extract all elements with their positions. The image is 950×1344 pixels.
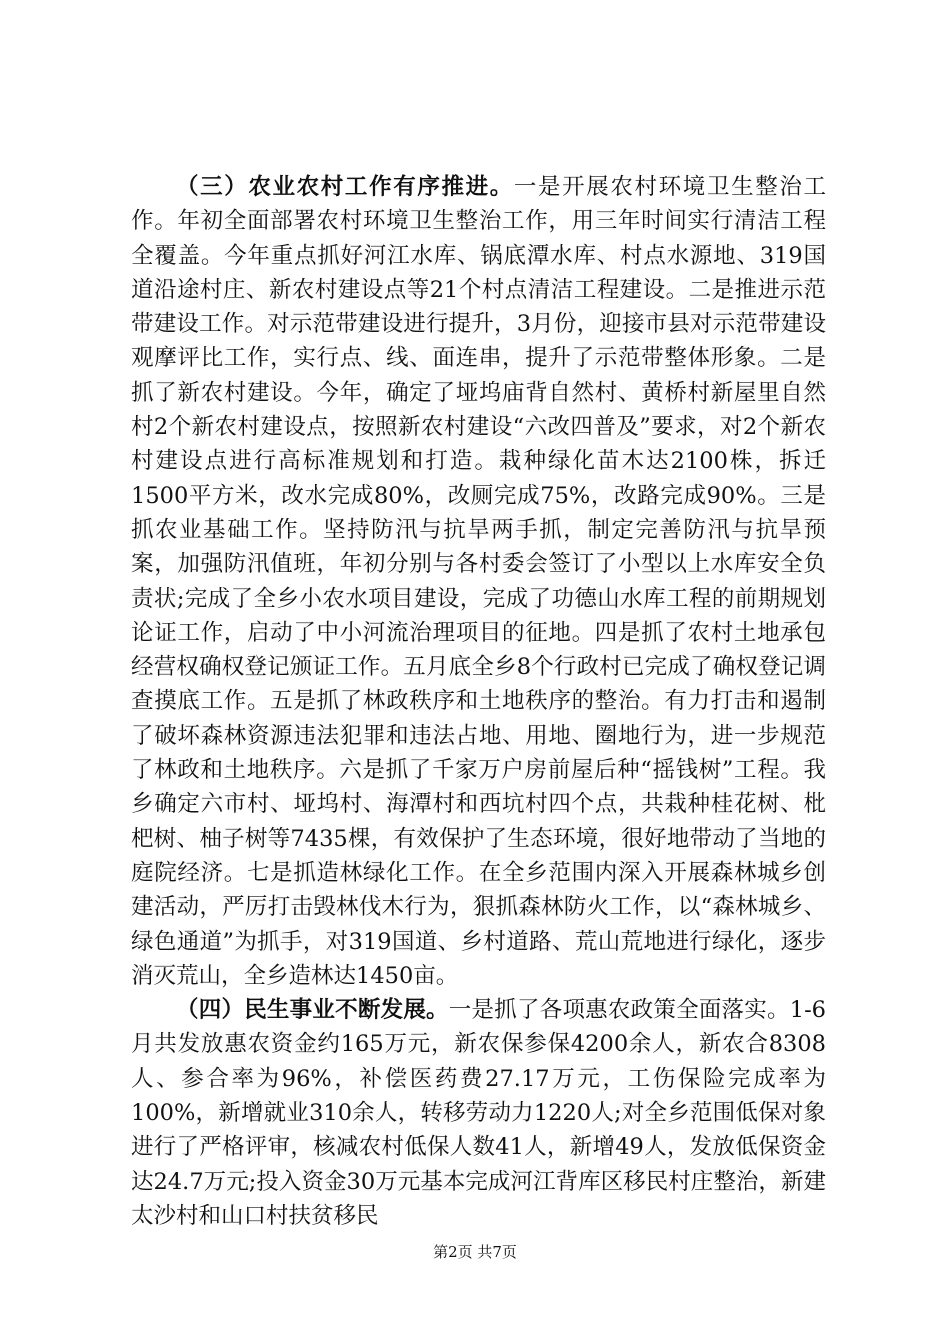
page-number-footer: 第2页 共7页 <box>433 1243 517 1261</box>
section-heading-livelihood: （四）民生事业不断发展。 <box>176 997 449 1024</box>
document-body <box>131 170 826 1233</box>
paragraph-text-livelihood: 一是抓了各项惠农政策全面落实。1-6月共发放惠农资金约165万元，新农保参保4200余人，新农合8308人、参合率为96%，补偿医药费27.17万元，工伤保险完成率为100%，新增就业310余人，转移劳动力1220人;对全乡范围低保对象进行了严格评审，核减农村低保人数41人，新增49人，发放低保资金达24.7万元;投入资金30万元基本完成河江背库区移民村庄整治，新建太沙村和山口村扶贫移民 <box>131 997 826 1229</box>
paragraph-agriculture <box>131 170 826 993</box>
paragraph-livelihood <box>131 993 826 1233</box>
section-heading-agriculture: （三）农业农村工作有序推进。 <box>176 174 514 200</box>
paragraph-text-agriculture: 一是开展农村环境卫生整治工作。年初全面部署农村环境卫生整治工作，用三年时间实行清洁工程全覆盖。今年重点抓好河江水库、锅底潭水库、村点水源地、319国道沿途村庄、新农村建设点等21个村点清洁工程建设。二是推进示范带建设工作。对示范带建设进行提升，3月份，迎接市县对示范带建设观摩评比工作，实行点、线、面连串，提升了示范带整体形象。二是抓了新农村建设。今年，确定了垭坞庙背自然村、黄桥村新屋里自然村2个新农村建设点，按照新农村建设“六改四普及”要求，对2个新农村建设点进行高标准规划和打造。栽种绿化苗木达2100株，拆迁1500平方米，改水完成80%，改厕完成75%，改路完成90%。三是抓农业基础工作。坚持防汛与抗旱两手抓，制定完善防汛与抗旱预案，加强防汛值班，年初分别与各村委会签订了小型以上水库安全负责状;完成了全乡小农水项目建设，完成了功德山水库工程的前期规划论证工作，启动了中小河流治理项目的征地。四是抓了农村土地承包经营权确权登记颁证工作。五月底全乡8个行政村已完成了确权登记调查摸底工作。五是抓了林政秩序和土地秩序的整治。有力打击和遏制了破坏森林资源违法犯罪和违法占地、用地、圈地行为，进一步规范了林政和土地秩序。六是抓了千家万户房前屋后种“摇钱树”工程。我乡确定六市村、垭坞村、海潭村和西坑村四个点，共栽种桂花树、枇杷树、柚子树等7435棵，有效保护了生态环境，很好地带动了当地的庭院经济。七是抓造林绿化工作。在全乡范围内深入开展森林城乡创建活动，严厉打击毁林伐木行为，狠抓森林防火工作，以“森林城乡、绿色通道”为抓手，对319国道、乡村道路、荒山荒地进行绿化，逐步消灭荒山，全乡造林达1450亩。 <box>131 174 826 989</box>
